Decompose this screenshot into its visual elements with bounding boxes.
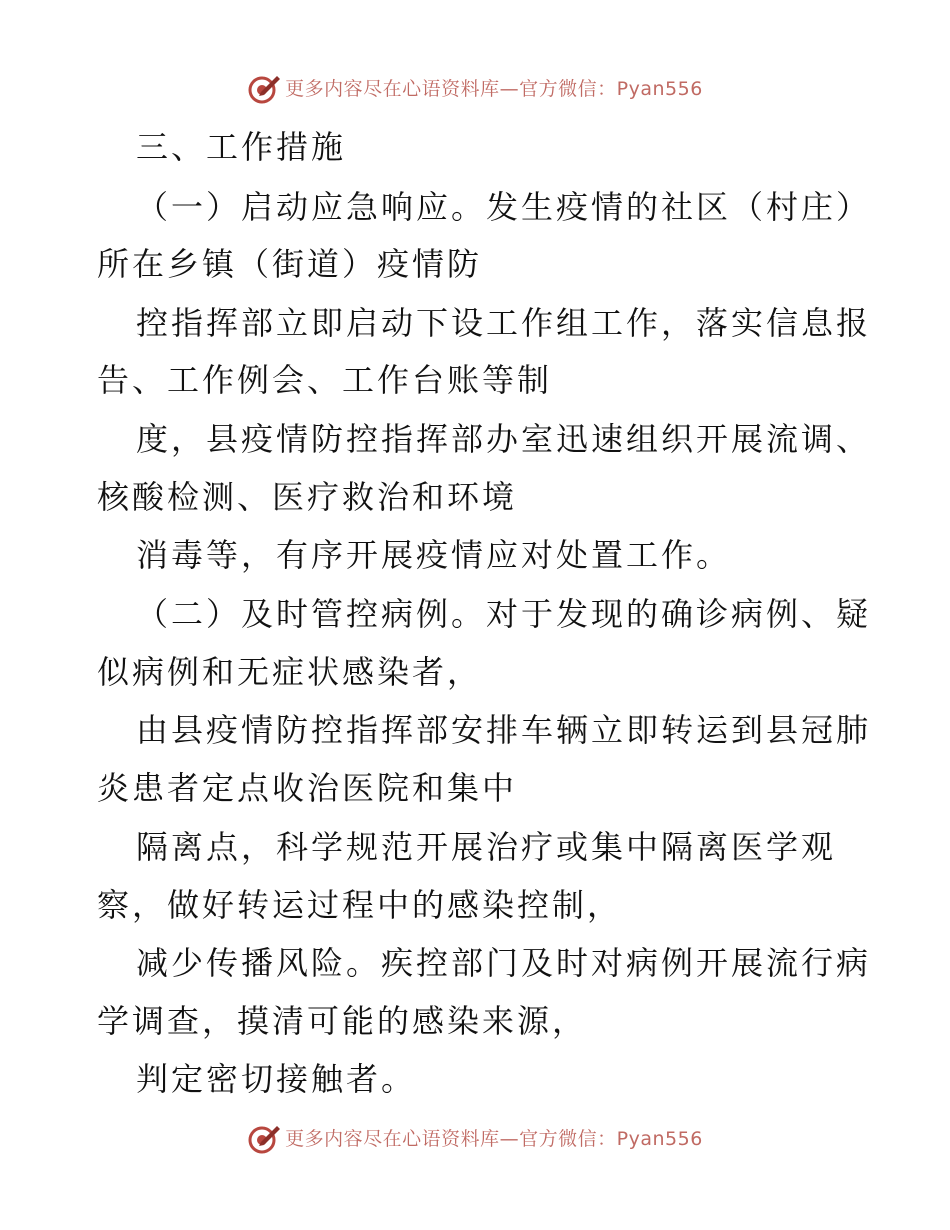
paragraph-line: 似病例和无症状感染者， (97, 653, 483, 691)
watermark-text: 更多内容尽在心语资料库—官方微信：Pyan556 (285, 1127, 703, 1150)
paragraph-line: 度，县疫情防控指挥部办室迅速组织开展流调、 (136, 420, 872, 458)
paragraph-line: 隔离点，科学规范开展治疗或集中隔离医学观 (136, 828, 837, 866)
paragraph-line: 消毒等，有序开展疫情应对处置工作。 (136, 536, 732, 574)
paragraph-line: 核酸检测、医疗救治和环境 (97, 478, 518, 516)
paragraph-line: 告、工作例会、工作台账等制 (97, 361, 553, 399)
paragraph-line: 减少传播风险。疾控部门及时对病例开展流行病 (136, 944, 872, 982)
footer-watermark (0, 1121, 950, 1157)
paragraph-line: 察，做好转运过程中的感染控制， (97, 886, 623, 924)
paragraph-line: 学调查，摸清可能的感染来源， (97, 1002, 588, 1040)
paragraph-line: 由县疫情防控指挥部安排车辆立即转运到县冠肺 (136, 711, 872, 749)
paragraph-line: 所在乡镇（街道）疫情防 (97, 245, 483, 283)
paragraph-line: 控指挥部立即启动下设工作组工作，落实信息报 (136, 304, 872, 342)
paragraph-line: 判定密切接触者。 (136, 1060, 417, 1098)
paragraph-line: （一）启动应急响应。发生疫情的社区（村庄） (136, 188, 872, 226)
paragraph-line: （二）及时管控病例。对于发现的确诊病例、疑 (136, 595, 872, 633)
watermark-text: 更多内容尽在心语资料库—官方微信：Pyan556 (285, 77, 703, 100)
paragraph-line: 炎患者定点收治医院和集中 (97, 769, 518, 807)
pen-in-circle-logo-icon (247, 1122, 281, 1156)
section-heading: 三、工作措施 (136, 128, 347, 166)
